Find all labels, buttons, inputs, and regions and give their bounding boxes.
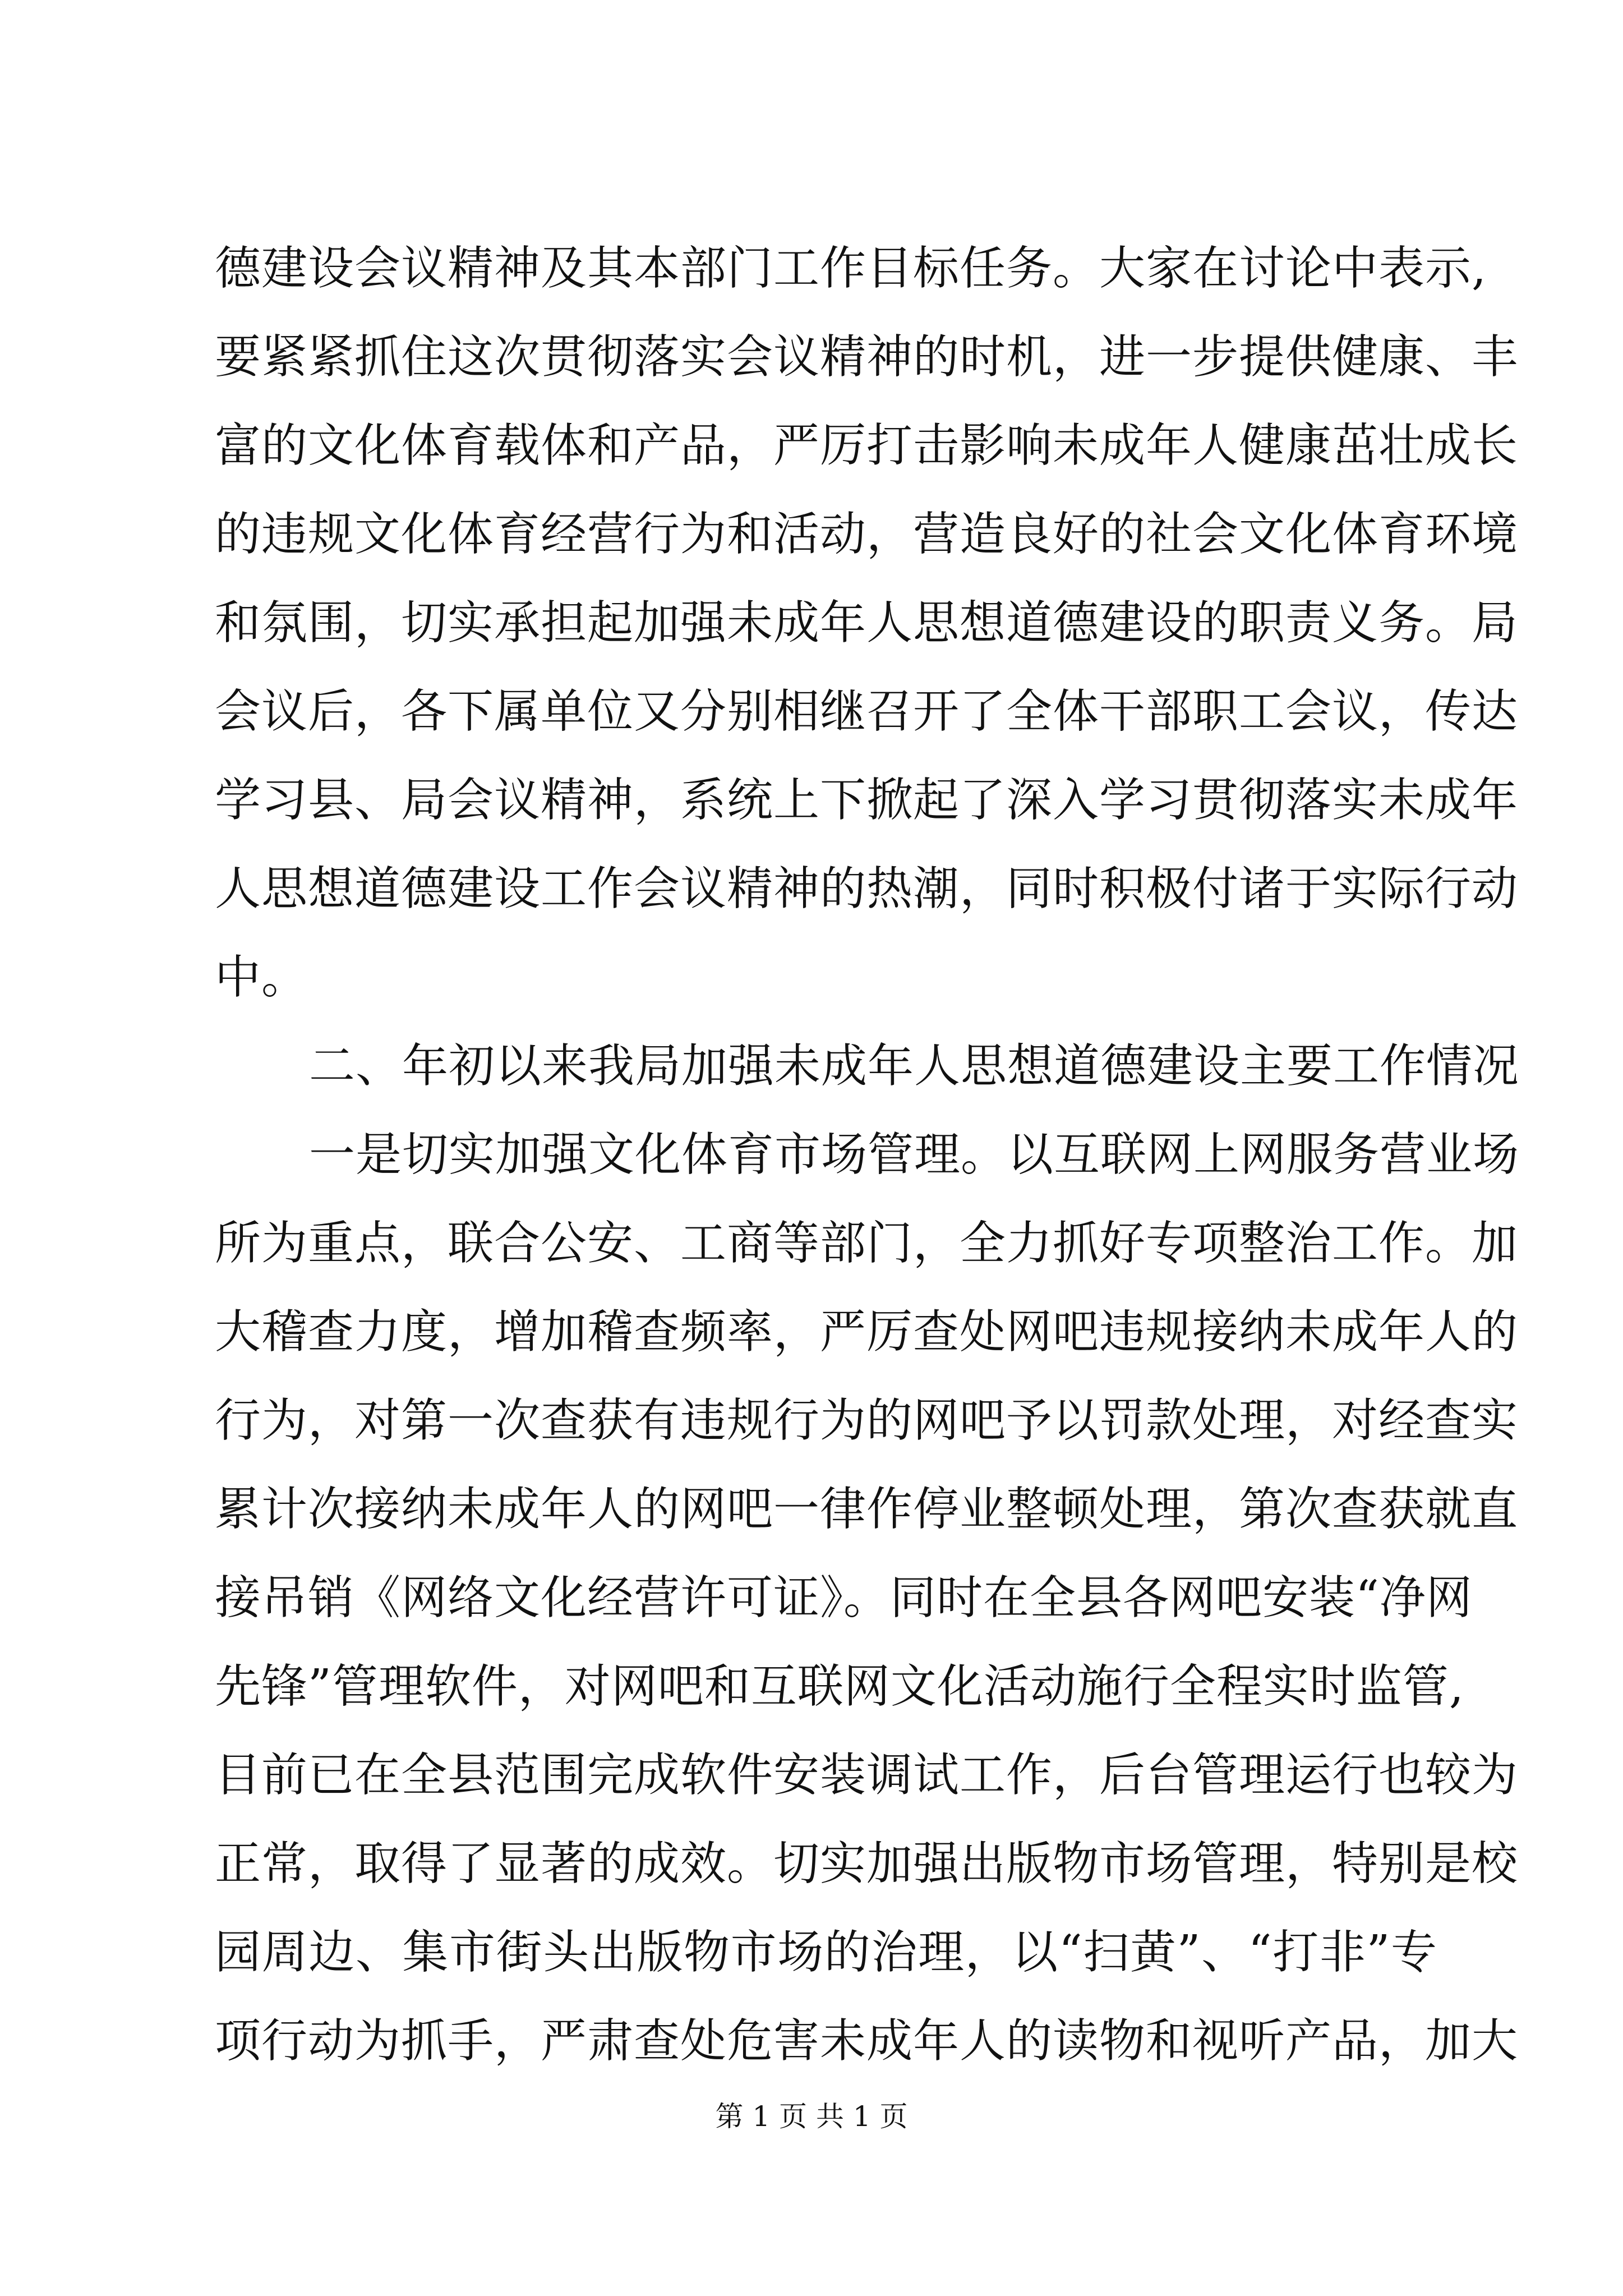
paragraph-line: 中。 xyxy=(215,951,308,1004)
paragraph-line: 德建设会议精神及其本部门工作目标任务。大家在讨论中表示, xyxy=(215,242,1487,295)
paragraph-line: 人思想道德建设工作会议精神的热潮，同时积极付诸于实际行动 xyxy=(215,862,1519,915)
section-heading: 二、年初以来我局加强未成年人思想道德建设主要工作情况 xyxy=(309,1039,1520,1093)
paragraph-line: 的违规文化体育经营行为和活动，营造良好的社会文化体育环境 xyxy=(215,508,1519,561)
paragraph-line: 正常，取得了显著的成效。切实加强出版物市场管理，特别是校 xyxy=(215,1837,1519,1890)
paragraph-line: 目前已在全县范围完成软件安装调试工作，后台管理运行也较为 xyxy=(215,1749,1519,1802)
paragraph-line: 园周边、集市街头出版物市场的治理，以“扫黄”、“打非”专 xyxy=(215,1926,1437,1979)
paragraph-line: 项行动为抓手，严肃查处危害未成年人的读物和视听产品，加大 xyxy=(215,2014,1519,2068)
paragraph-line: 学习县、局会议精神，系统上下掀起了深入学习贯彻落实未成年 xyxy=(215,774,1519,827)
paragraph-line: 要紧紧抓住这次贯彻落实会议精神的时机，进一步提供健康、丰 xyxy=(215,330,1519,384)
paragraph-line: 和氛围，切实承担起加强未成年人思想道德建设的职责义务。局 xyxy=(215,596,1519,650)
paragraph-line: 大稽查力度，增加稽查频率，严厉查处网吧违规接纳未成年人的 xyxy=(215,1305,1519,1359)
paragraph-line: 会议后，各下属单位又分别相继召开了全体干部职工会议，传达 xyxy=(215,685,1519,738)
paragraph-line: 行为，对第一次查获有违规行为的网吧予以罚款处理，对经查实 xyxy=(215,1394,1519,1447)
paragraph-line: 富的文化体育载体和产品，严厉打击影响未成年人健康茁壮成长 xyxy=(215,419,1519,472)
paragraph-line: 所为重点，联合公安、工商等部门，全力抓好专项整治工作。加 xyxy=(215,1217,1519,1270)
paragraph-line: 累计次接纳未成年人的网吧一律作停业整顿处理，第次查获就直 xyxy=(215,1483,1519,1536)
page-number: 第 1 页 共 1 页 xyxy=(715,2100,908,2133)
paragraph-line: 一是切实加强文化体育市场管理。以互联网上网服务营业场 xyxy=(309,1128,1520,1181)
page-footer xyxy=(0,2097,1623,2136)
body-text xyxy=(215,224,1520,2086)
paragraph-line: 接吊销《网络文化经营许可证》。同时在全县各网吧安装“净网 xyxy=(215,1571,1473,1625)
paragraph-line: 先锋”管理软件，对网吧和互联网文化活动施行全程实时监管, xyxy=(215,1660,1464,1713)
